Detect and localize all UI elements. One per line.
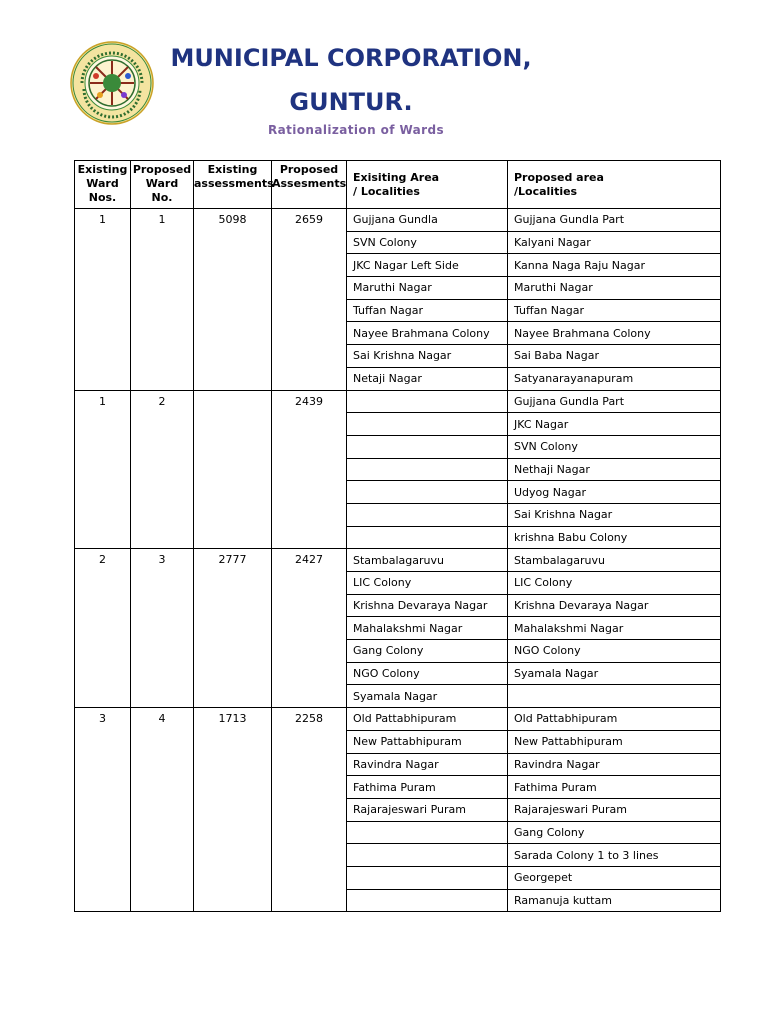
table-row [75,209,721,232]
proposed-ward-cell: 3 [131,549,194,708]
existing-locality-cell [347,889,508,912]
existing-locality-cell: Mahalakshmi Nagar [347,617,508,640]
existing-locality-cell: Gang Colony [347,640,508,663]
existing-locality-cell [347,390,508,413]
table-row [75,390,721,413]
existing-locality-cell [347,458,508,481]
proposed-assessments-cell: 2439 [272,390,347,549]
table-header-row [75,161,721,209]
existing-locality-cell: Rajarajeswari Puram [347,798,508,821]
existing-locality-cell: Tuffan Nagar [347,299,508,322]
existing-locality-cell: Krishna Devaraya Nagar [347,594,508,617]
proposed-locality-cell: NGO Colony [508,640,721,663]
proposed-locality-cell: New Pattabhipuram [508,730,721,753]
proposed-locality-cell: Nayee Brahmana Colony [508,322,721,345]
proposed-locality-cell: Maruthi Nagar [508,277,721,300]
existing-locality-cell: Maruthi Nagar [347,277,508,300]
existing-locality-cell [347,503,508,526]
existing-locality-cell [347,435,508,458]
existing-assessments-cell: 2777 [194,549,272,708]
existing-ward-cell: 2 [75,549,131,708]
existing-locality-cell: New Pattabhipuram [347,730,508,753]
proposed-locality-cell: Old Pattabhipuram [508,708,721,731]
proposed-locality-cell: Udyog Nagar [508,481,721,504]
proposed-locality-cell: SVN Colony [508,435,721,458]
existing-locality-cell: Old Pattabhipuram [347,708,508,731]
existing-locality-cell: SVN Colony [347,231,508,254]
header-proposed-ward: Proposed Ward No. [131,161,194,209]
existing-locality-cell: Nayee Brahmana Colony [347,322,508,345]
proposed-locality-cell: Gang Colony [508,821,721,844]
existing-locality-cell: NGO Colony [347,662,508,685]
table-body [75,209,721,912]
proposed-locality-cell: Syamala Nagar [508,662,721,685]
proposed-locality-cell: Ramanuja kuttam [508,889,721,912]
proposed-locality-cell: JKC Nagar [508,413,721,436]
existing-ward-cell: 3 [75,708,131,912]
existing-ward-cell: 1 [75,209,131,391]
existing-locality-cell [347,844,508,867]
title-line-2: GUNTUR. [289,88,413,116]
proposed-locality-cell: krishna Babu Colony [508,526,721,549]
proposed-assessments-cell: 2659 [272,209,347,391]
wards-table [74,160,721,912]
existing-locality-cell: Sai Krishna Nagar [347,345,508,368]
proposed-locality-cell: Georgepet [508,866,721,889]
existing-locality-cell: Syamala Nagar [347,685,508,708]
existing-locality-cell: LIC Colony [347,572,508,595]
existing-assessments-cell [194,390,272,549]
proposed-locality-cell: Kalyani Nagar [508,231,721,254]
table-row [75,549,721,572]
proposed-locality-cell: Gujjana Gundla Part [508,209,721,232]
proposed-locality-cell: Mahalakshmi Nagar [508,617,721,640]
existing-locality-cell: Netaji Nagar [347,367,508,390]
existing-locality-cell [347,821,508,844]
proposed-ward-cell: 4 [131,708,194,912]
proposed-assessments-cell: 2427 [272,549,347,708]
proposed-locality-cell: Fathima Puram [508,776,721,799]
header-existing-area: Exisiting Area / Localities [347,161,508,209]
existing-locality-cell [347,413,508,436]
table-row [75,708,721,731]
existing-ward-cell: 1 [75,390,131,549]
document-subtitle: Rationalization of Wards [268,123,444,137]
proposed-locality-cell: Stambalagaruvu [508,549,721,572]
proposed-locality-cell: Kanna Naga Raju Nagar [508,254,721,277]
proposed-locality-cell: Sai Baba Nagar [508,345,721,368]
proposed-locality-cell: LIC Colony [508,572,721,595]
proposed-locality-cell: Rajarajeswari Puram [508,798,721,821]
existing-assessments-cell: 5098 [194,209,272,391]
header-proposed-assessments: Proposed Assesments [272,161,347,209]
proposed-locality-cell: Ravindra Nagar [508,753,721,776]
existing-locality-cell: Fathima Puram [347,776,508,799]
proposed-locality-cell: Sarada Colony 1 to 3 lines [508,844,721,867]
existing-locality-cell [347,866,508,889]
existing-locality-cell: JKC Nagar Left Side [347,254,508,277]
proposed-locality-cell: Nethaji Nagar [508,458,721,481]
proposed-locality-cell: Satyanarayanapuram [508,367,721,390]
proposed-locality-cell: Krishna Devaraya Nagar [508,594,721,617]
proposed-locality-cell: Tuffan Nagar [508,299,721,322]
existing-assessments-cell: 1713 [194,708,272,912]
proposed-ward-cell: 2 [131,390,194,549]
existing-locality-cell [347,526,508,549]
title-line-1: MUNICIPAL CORPORATION, [170,44,532,72]
proposed-locality-cell: Gujjana Gundla Part [508,390,721,413]
proposed-locality-cell [508,685,721,708]
existing-locality-cell: Stambalagaruvu [347,549,508,572]
existing-locality-cell: Gujjana Gundla [347,209,508,232]
header-proposed-area: Proposed area /Localities [508,161,721,209]
proposed-locality-cell: Sai Krishna Nagar [508,503,721,526]
existing-locality-cell: Ravindra Nagar [347,753,508,776]
header-existing-ward: Existing Ward Nos. [75,161,131,209]
header-existing-assessments: Existing assessments [194,161,272,209]
existing-locality-cell [347,481,508,504]
proposed-ward-cell: 1 [131,209,194,391]
proposed-assessments-cell: 2258 [272,708,347,912]
